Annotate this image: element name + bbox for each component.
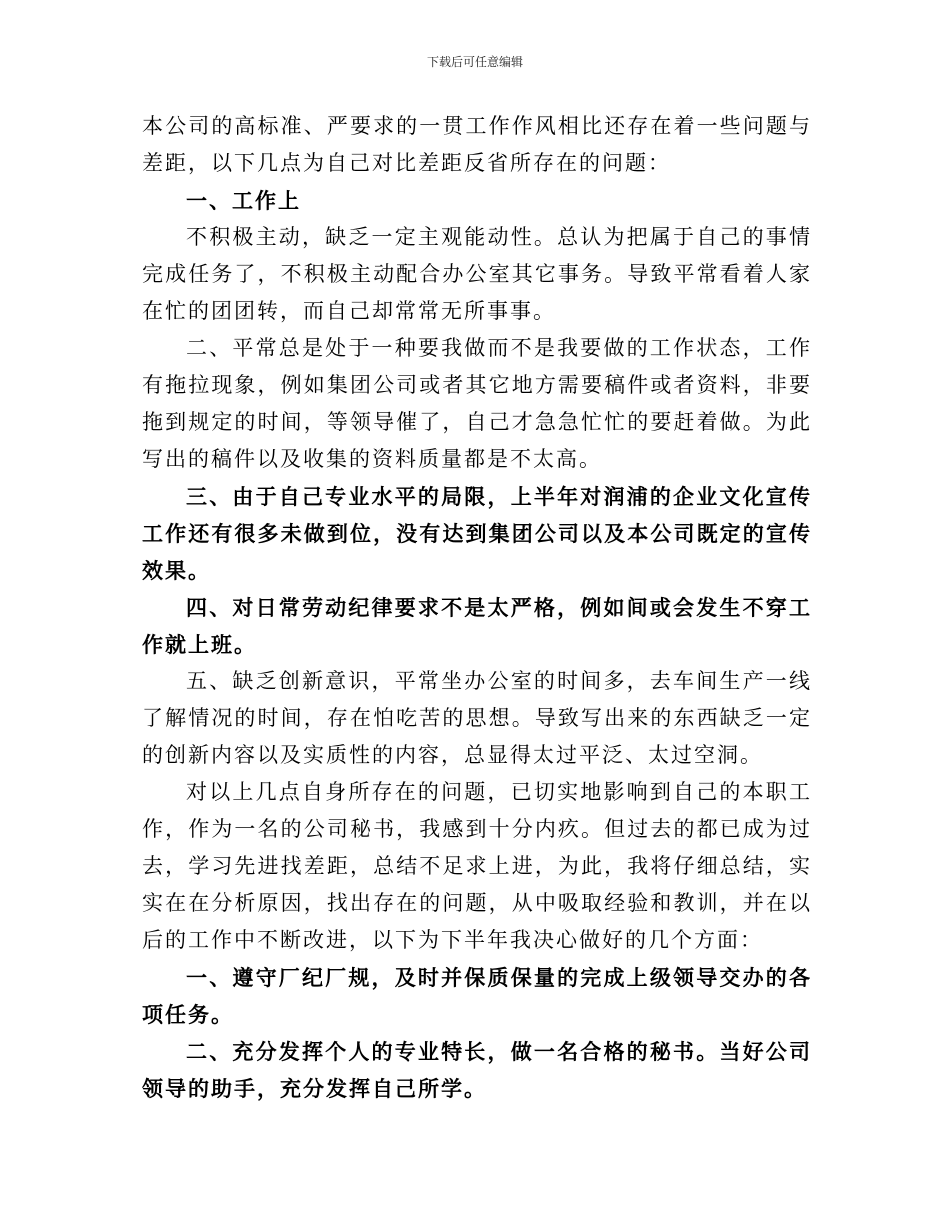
paragraph-professional-level: 三、由于自己专业水平的局限，上半年对润浦的企业文化宣传工作还有很多未做到位，没有达到集团公司以及本公司既定的宣传效果。 bbox=[142, 484, 812, 583]
plan-item-1: 一、遵守厂纪厂规，及时并保质保量的完成上级领导交办的各项任务。 bbox=[142, 965, 812, 1027]
paragraph-summary: 对以上几点自身所存在的问题，已切实地影响到自己的本职工作，作为一名的公司秘书，我感到十分内疚。但过去的都已成为过去，学习先进找差距，总结不足求上进，为此，我将仔细总结，实实在在分析原因，找出存在的问题，从中吸取经验和教训，并在以后的工作中不断改进，以下为下半年我决心做好的几个方面： bbox=[142, 780, 812, 952]
paragraph-procrastination: 二、平常总是处于一种要我做而不是我要做的工作状态，工作有拖拉现象，例如集团公司或者其它地方需要稿件或者资料，非要拖到规定的时间，等领导催了，自己才急急忙忙的要赶着做。为此写出的稿件以及收集的资料质量都是不太高。 bbox=[142, 336, 812, 471]
paragraph-discipline: 四、对日常劳动纪律要求不是太严格，例如间或会发生不穿工作就上班。 bbox=[142, 595, 812, 657]
plan-item-2: 二、充分发挥个人的专业特长，做一名合格的秘书。当好公司领导的助手，充分发挥自己所学。 bbox=[142, 1039, 812, 1101]
heading-work: 一、工作上 bbox=[186, 188, 301, 213]
paragraph-initiative: 不积极主动，缺乏一定主观能动性。总认为把属于自己的事情完成任务了，不积极主动配合办公室其它事务。导致平常看着人家在忙的团团转，而自己却常常无所事事。 bbox=[142, 225, 812, 323]
paragraph-intro: 本公司的高标准、严要求的一贯工作作风相比还存在着一些问题与差距，以下几点为自己对比差距反省所存在的问题： bbox=[142, 114, 812, 175]
page-header: 下载后可任意编辑 bbox=[426, 55, 523, 69]
document-body bbox=[142, 108, 812, 1107]
paragraph-innovation: 五、缺乏创新意识，平常坐办公室的时间多，去车间生产一线了解情况的时间，存在怕吃苦的思想。导致写出来的东西缺乏一定的创新内容以及实质性的内容，总显得太过平泛、太过空洞。 bbox=[142, 669, 812, 767]
